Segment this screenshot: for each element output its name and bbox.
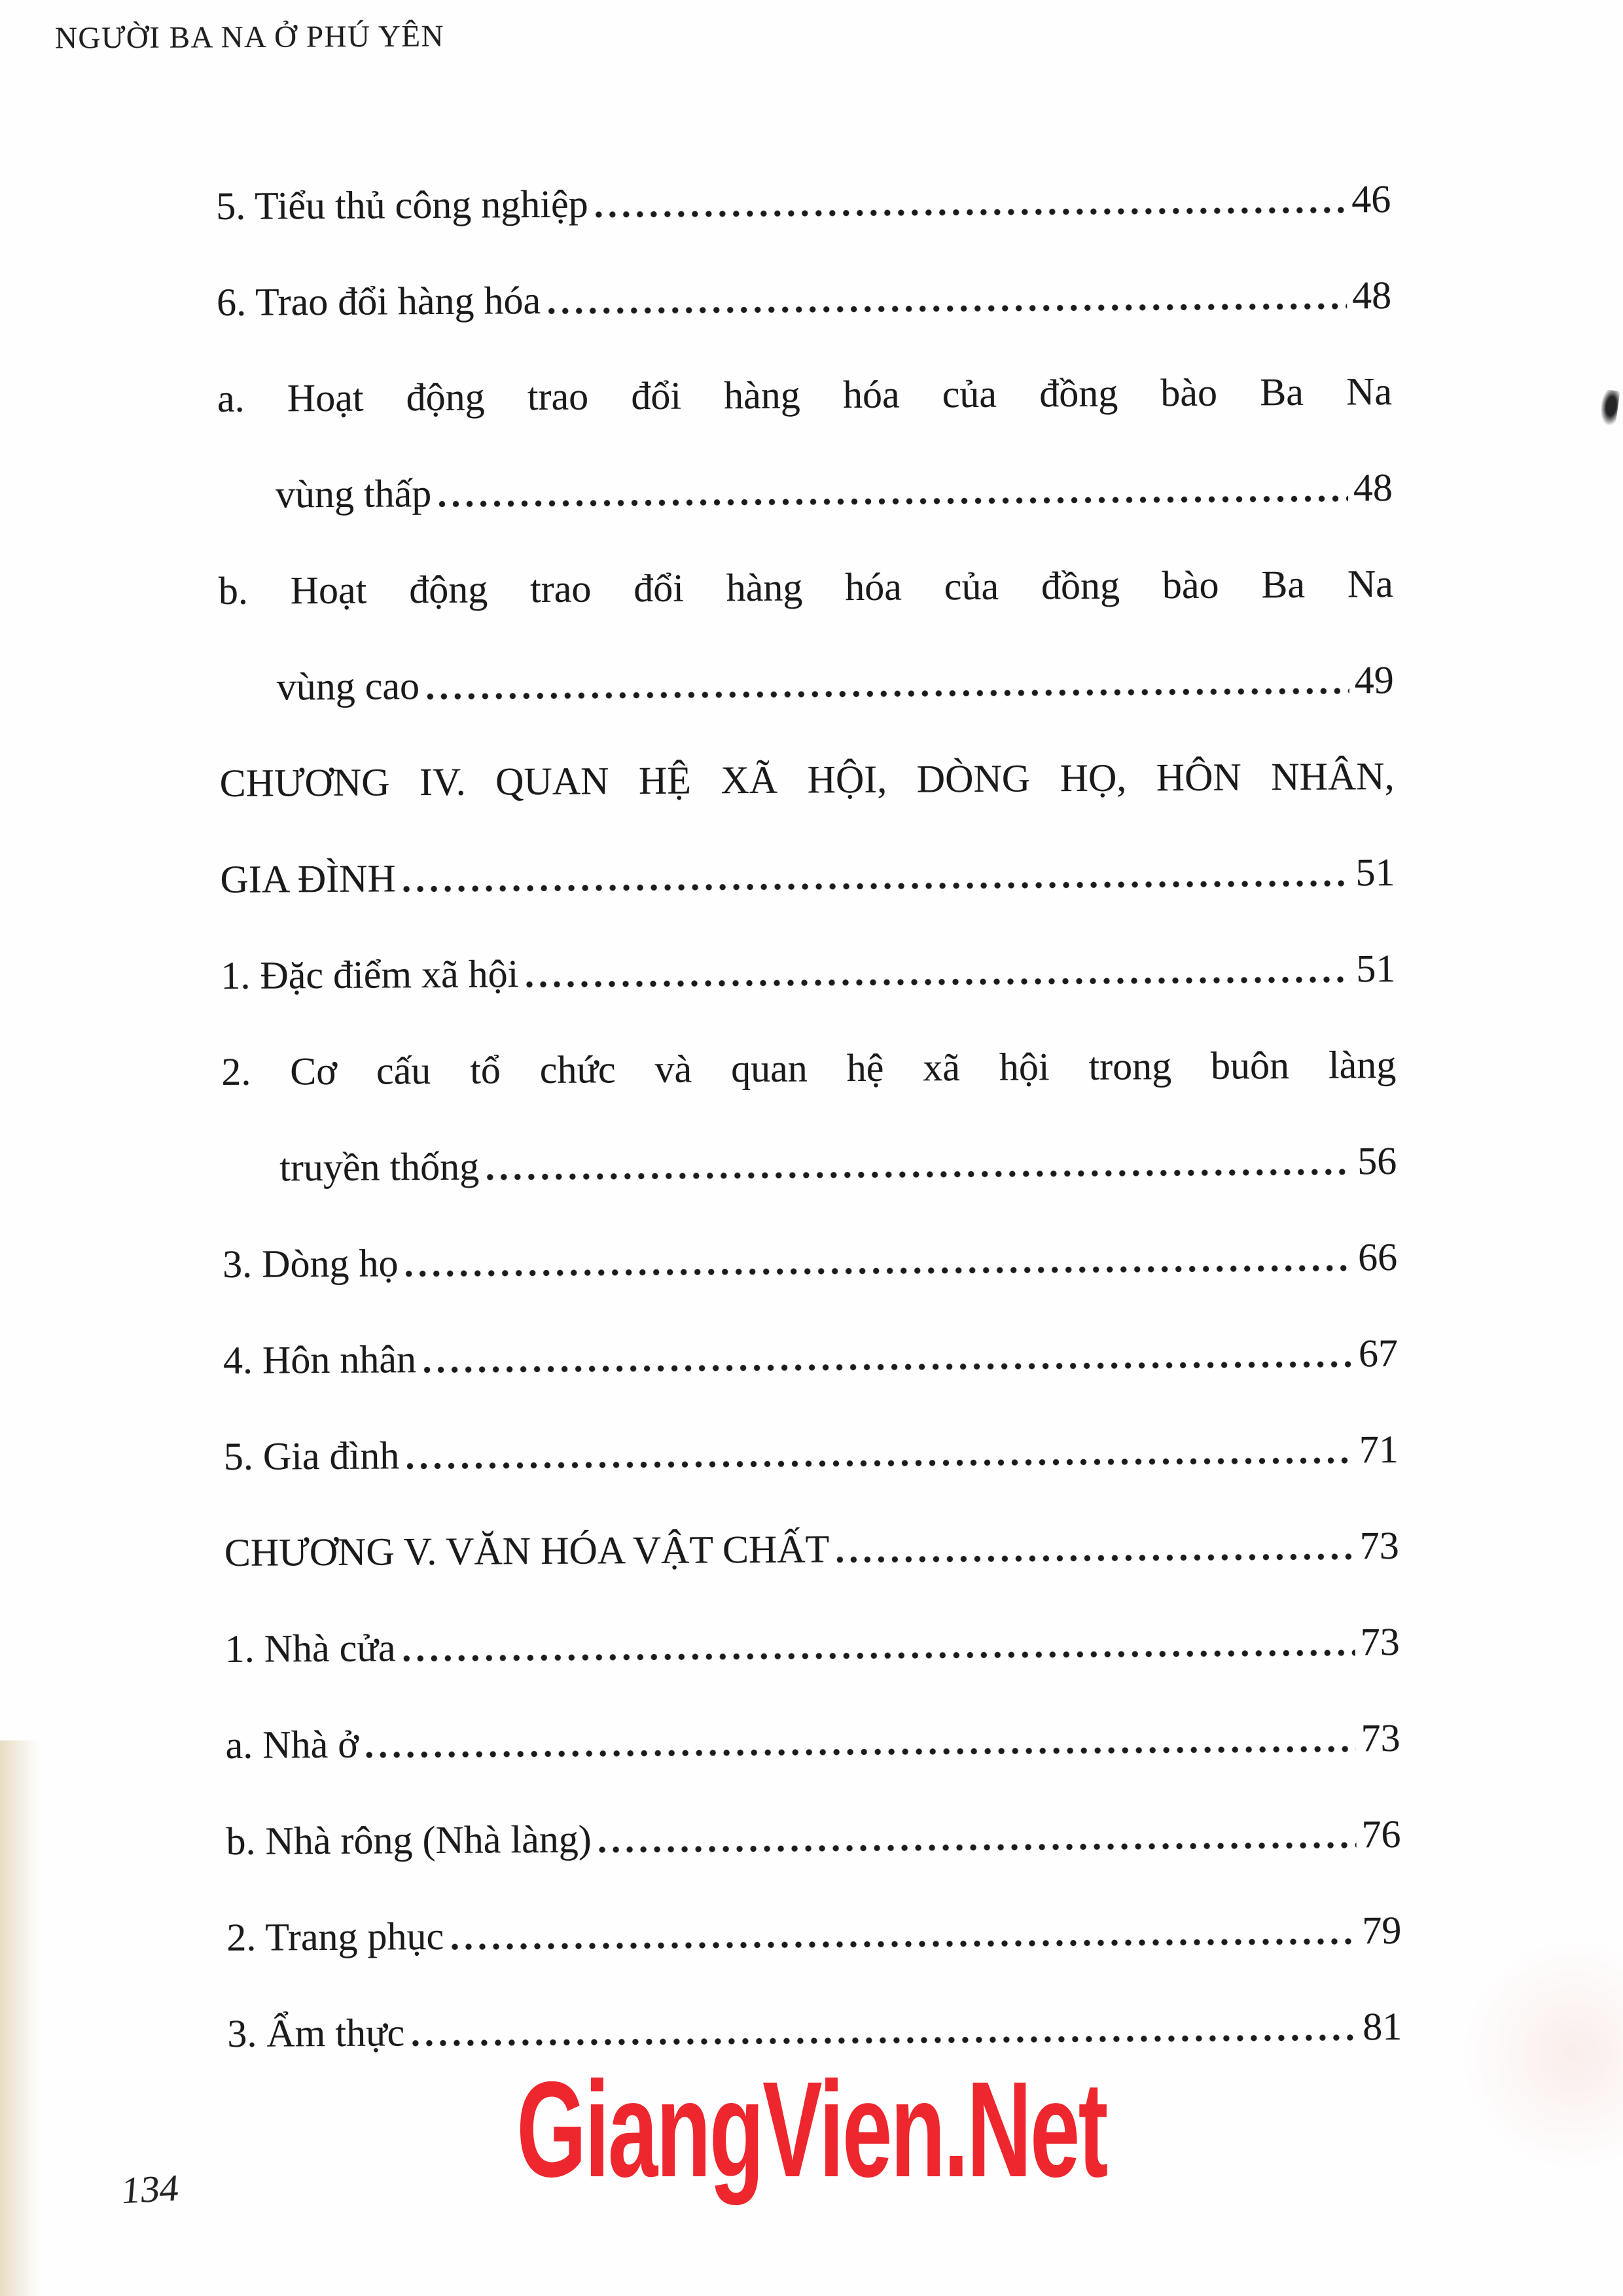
dot-leader <box>403 1456 1354 1470</box>
page-edge-shadow <box>0 1740 46 2296</box>
toc-entry-title: CHƯƠNG IV. QUAN HỆ XÃ HỘI, DÒNG HỌ, HÔN NHÂN, <box>219 754 1395 805</box>
toc-entry-title: 2. Trang phục <box>226 1914 444 1959</box>
toc-entry-page-number: 73 <box>1361 1716 1400 1760</box>
watermark: GiangVien.Net <box>516 2054 1107 2206</box>
dot-leader <box>408 2033 1357 2047</box>
toc-entry-page-number: 76 <box>1361 1812 1401 1856</box>
dot-leader <box>544 302 1347 315</box>
toc-entry <box>225 1710 1400 1773</box>
toc-entry <box>219 556 1393 619</box>
dot-leader <box>402 1263 1353 1278</box>
dot-leader <box>833 1552 1355 1564</box>
toc-entry-title: 5. Gia đình <box>223 1434 400 1478</box>
toc-entry-title: 1. Đặc điểm xã hội <box>221 952 519 997</box>
running-header: NGƯỜI BA NA Ở PHÚ YÊN <box>54 19 445 56</box>
toc-entry-title: CHƯƠNG V. VĂN HÓA VẬT CHẤT <box>224 1527 830 1574</box>
dot-leader <box>592 205 1347 219</box>
toc-entry-title: a. Nhà ở <box>225 1722 359 1767</box>
dot-leader <box>483 1167 1352 1181</box>
dot-leader <box>423 686 1349 701</box>
dot-leader <box>522 975 1351 989</box>
toc-entry <box>226 1806 1400 1869</box>
dot-leader <box>596 1841 1357 1854</box>
toc-entry-page-number: 46 <box>1351 177 1391 221</box>
dot-leader <box>400 1648 1355 1663</box>
toc-entry-title: 4. Hôn nhân <box>223 1337 417 1382</box>
toc-entry-page-number: 71 <box>1359 1427 1399 1472</box>
toc-entry-page-number: 66 <box>1357 1235 1398 1279</box>
toc-entry <box>221 940 1395 1004</box>
toc-entry-title: 3. Ẩm thực <box>227 2011 405 2055</box>
toc-entry <box>224 1614 1399 1677</box>
toc-entry <box>219 652 1393 715</box>
toc-entry-page-number: 56 <box>1357 1139 1397 1183</box>
toc-entry <box>227 1998 1402 2062</box>
toc-entry <box>222 1133 1397 1196</box>
toc-entry-title: b. Nhà rông (Nhà làng) <box>226 1817 592 1863</box>
toc-entry-title: 2. Cơ cấu tổ chức và quan hệ xã hội trong buôn làng <box>221 1043 1397 1093</box>
toc-entry-page-number: 73 <box>1360 1619 1400 1664</box>
dot-leader <box>435 494 1348 508</box>
toc-entry-title: truyền thống <box>279 1144 480 1190</box>
toc-entry-page-number: 67 <box>1358 1332 1399 1375</box>
toc-entry <box>224 1517 1399 1581</box>
toc-entry-page-number: 48 <box>1351 274 1392 317</box>
toc-entry-title: GIA ĐÌNH <box>220 857 397 901</box>
ink-spot <box>1598 389 1620 426</box>
toc-entry-title: a. Hoạt động trao đổi hàng hóa của đồng bào Ba Na <box>217 370 1393 420</box>
toc-entry <box>223 1229 1397 1292</box>
toc-entry-title: 3. Dòng họ <box>222 1241 399 1286</box>
toc-entry <box>221 1036 1396 1100</box>
toc-entry-page-number: 79 <box>1362 1908 1402 1952</box>
toc-entry-title: 5. Tiểu thủ công nghiệp <box>216 182 588 228</box>
page-number: 134 <box>119 2166 181 2212</box>
toc-entry <box>217 363 1392 427</box>
toc-entry <box>217 267 1391 330</box>
dot-leader <box>400 879 1351 893</box>
toc-entry <box>219 748 1394 811</box>
dot-leader <box>420 1360 1353 1374</box>
toc-entry-page-number: 51 <box>1355 851 1395 894</box>
toc-entry-title: 6. Trao đổi hàng hóa <box>216 278 541 324</box>
toc-entry-page-number: 81 <box>1363 2004 1402 2049</box>
toc-entry-page-number: 48 <box>1353 466 1393 510</box>
toc-entry-title: 1. Nhà cửa <box>224 1626 396 1670</box>
toc-entry <box>220 844 1395 908</box>
toc-entry-page-number: 73 <box>1359 1523 1400 1568</box>
toc-entry-title: vùng thấp <box>275 471 432 516</box>
dot-leader <box>363 1744 1356 1759</box>
toc-entry-title: vùng cao <box>276 664 420 709</box>
toc-entry <box>223 1325 1398 1388</box>
toc-entry-page-number: 49 <box>1354 658 1394 702</box>
toc-entry-title: b. Hoạt động trao đổi hàng hóa của đồng bào Ba Na <box>218 562 1394 612</box>
toc-entry <box>226 1902 1401 1966</box>
dot-leader <box>448 1937 1357 1951</box>
toc-entry <box>216 171 1391 234</box>
toc-list <box>216 171 1402 2102</box>
toc-entry-page-number: 51 <box>1356 947 1396 991</box>
corner-smudge <box>1459 1937 1623 2172</box>
toc-entry <box>224 1421 1399 1485</box>
toc-entry <box>218 459 1393 523</box>
